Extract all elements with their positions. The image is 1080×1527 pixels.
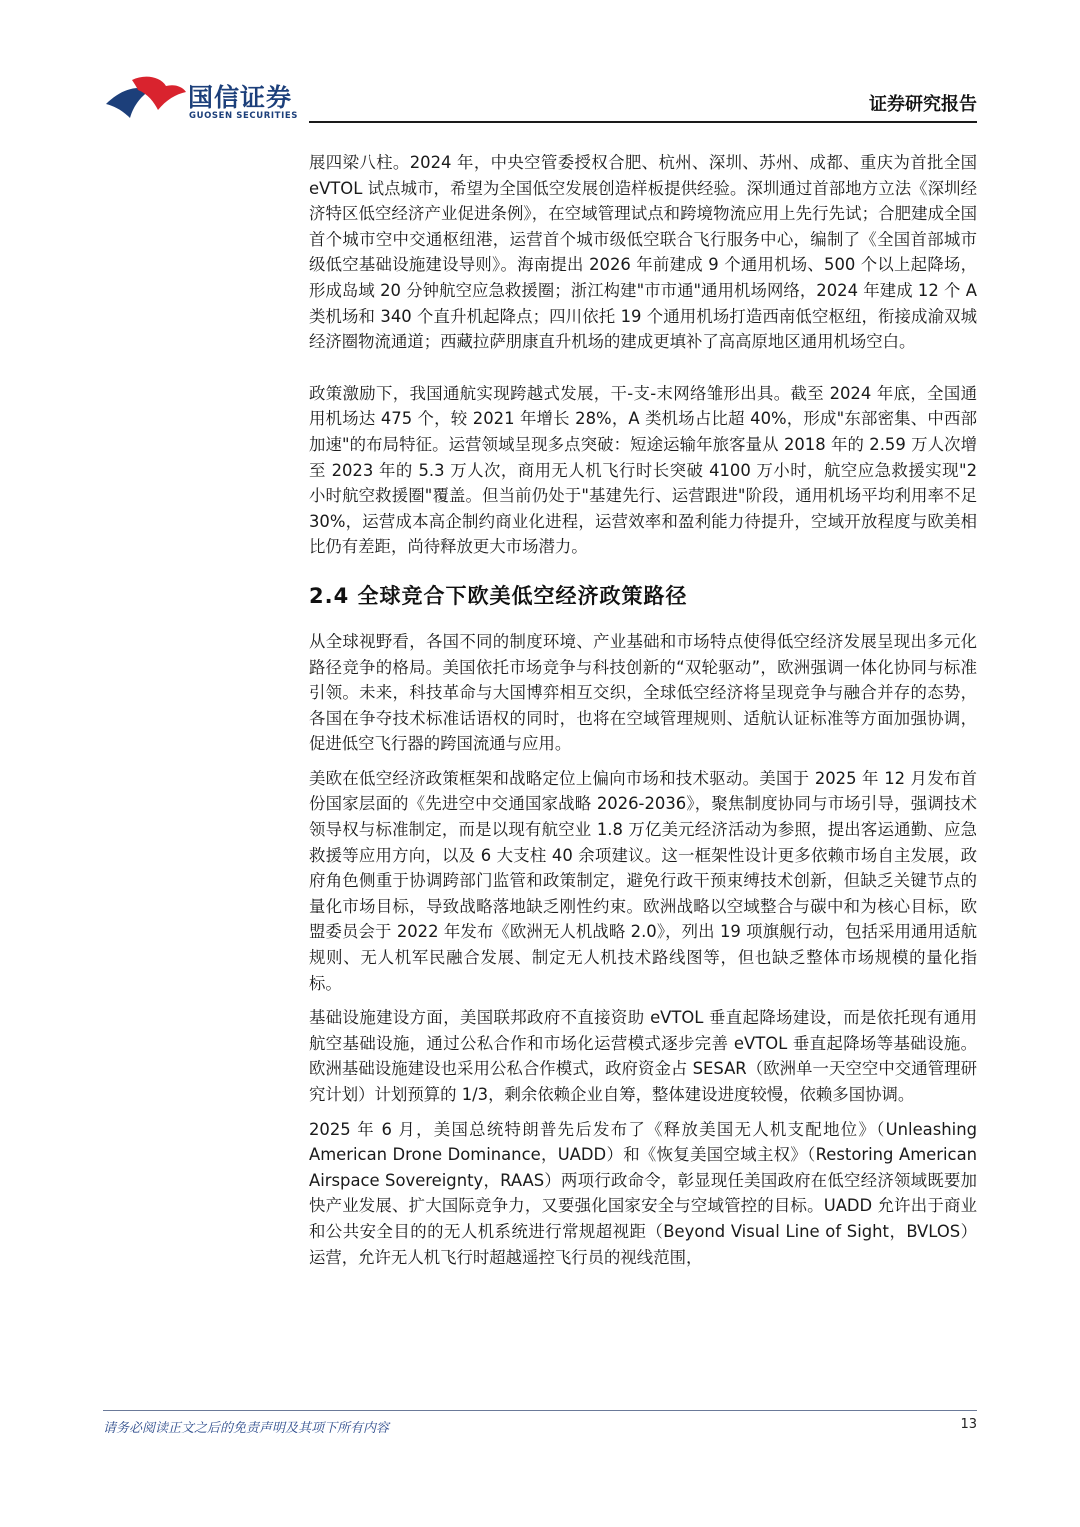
paragraph-6: 2025 年 6 月，美国总统特朗普先后发布了《释放美国无人机支配地位》（Unleashing American Drone Dominance，UADD）和《恢复美国空域主权》（Restoring American Airspace Sovereignty，RAAS）两项行政命令，彰显现任美国政府在低空经济领域既要加快产业发展、扩大国际竞争力，又要强化国家安全与空域管控的目标。UADD 允许出于商业和公共安全目的的无人机系统进行常规超视距（Beyond Visual Line of Sight，BVLOS）运营，允许无人机飞行时超越遥控飞行员的视线范围， [309,1119,977,1267]
guosen-logo [104,74,298,126]
paragraph-2: 政策激励下，我国通航实现跨越式发展，干-支-末网络雏形出具。截至 2024 年底，全国通用机场达 475 个，较 2021 年增长 28%，A 类机场占比超 40%，形成"东部密集、中西部加速"的布局特征。运营领域呈现多点突破：短途运输年旅客量从 2018 年的 2.59 万人次增至 2023 年的 5.3 万人次，商用无人机飞行时长突破 4100 万小时，航空应急救援实现"2 小时航空救援圈"覆盖。但当前仍处于"基建先行、运营跟进"阶段，通用机场平均利用率不足 30%，运营成本高企制约商业化进程，运营效率和盈利能力待提升，空域开放程度与欧美相比仍有差距，尚待释放更大市场潜力。 [309,383,977,557]
footer-divider [103,1410,977,1411]
guosen-logo-icon [104,74,188,126]
report-type-label: 证券研究报告 [869,94,977,115]
logo-chinese-name: 国信证券 [188,83,293,112]
header-divider [309,121,977,123]
section-heading: 2.4 全球竞合下欧美低空经济政策路径 [309,583,688,608]
paragraph-5: 基础设施建设方面，美国联邦政府不直接资助 eVTOL 垂直起降场建设，而是依托现有通用航空基础设施，通过公私合作和市场化运营模式逐步完善 eVTOL 垂直起降场等基础设施。欧洲基础设施建设也采用公私合作模式，政府资金占 SESAR（欧洲单一天空空中交通管理研究计划）计划预算的 1/3，剩余依赖企业自筹，整体建设进度较慢，依赖多国协调。 [309,1008,977,1104]
logo-english-name: GUOSEN SECURITIES [189,111,298,121]
paragraph-3: 从全球视野看，各国不同的制度环境、产业基础和市场特点使得低空经济发展呈现出多元化路径竞争的格局。美国依托市场竞争与科技创新的“双轮驱动”，欧洲强调一体化协同与标准引领。未来，科技革命与大国博弈相互交织，全球低空经济将呈现竞争与融合并存的态势，各国在争夺技术标准话语权的同时，也将在空域管理规则、适航认证标准等方面加强协调，促进低空飞行器的跨国流通与应用。 [309,631,977,754]
paragraph-4: 美欧在低空经济政策框架和战略定位上偏向市场和技术驱动。美国于 2025 年 12 月发布首份国家层面的《先进空中交通国家战略 2026-2036》，聚焦制度协同与市场引导，强调技术领导权与标准制定，而是以现有航空业 1.8 万亿美元经济活动为参照，提出客运通勤、应急救援等应用方向，以及 6 大支柱 40 余项建议。这一框架性设计更多依赖市场自主发展，政府角色侧重于协调跨部门监管和政策制定，避免行政干预束缚技术创新，但缺乏关键节点的量化市场目标，导致战略落地缺乏刚性约束。欧洲战略以空域整合与碳中和为核心目标，欧盟委员会于 2022 年发布《欧洲无人机战略 2.0》，列出 19 项旗舰行动，包括采用通用适航规则、无人机军民融合发展、制定无人机技术路线图等，但也缺乏整体市场规模的量化指标。 [309,768,977,993]
page-header [0,0,1080,130]
footer-disclaimer: 请务必阅读正文之后的免责声明及其项下所有内容 [103,1421,390,1436]
paragraph-1: 展四梁八柱。2024 年，中央空管委授权合肥、杭州、深圳、苏州、成都、重庆为首批全国 eVTOL 试点城市，希望为全国低空发展创造样板提供经验。深圳通过首部地方立法《深圳经济特区低空经济产业促进条例》，在空域管理试点和跨境物流应用上先行先试；合肥建成全国首个城市空中交通枢纽港，运营首个城市级低空联合飞行服务中心，编制了《全国首部城市级低空基础设施建设导则》。海南提出 2026 年前建成 9 个通用机场、500 个以上起降场，形成岛域 20 分钟航空应急救援圈；浙江构建"市市通"通用机场网络，2024 年建成 12 个 A 类机场和 340 个直升机起降点；四川依托 19 个通用机场打造西南低空枢纽，衔接成渝双城经济圈物流通道；西藏拉萨朋康直升机场的建成更填补了高高原地区通用机场空白。 [309,153,977,352]
main-content [309,150,977,1270]
page-number: 13 [960,1417,977,1432]
